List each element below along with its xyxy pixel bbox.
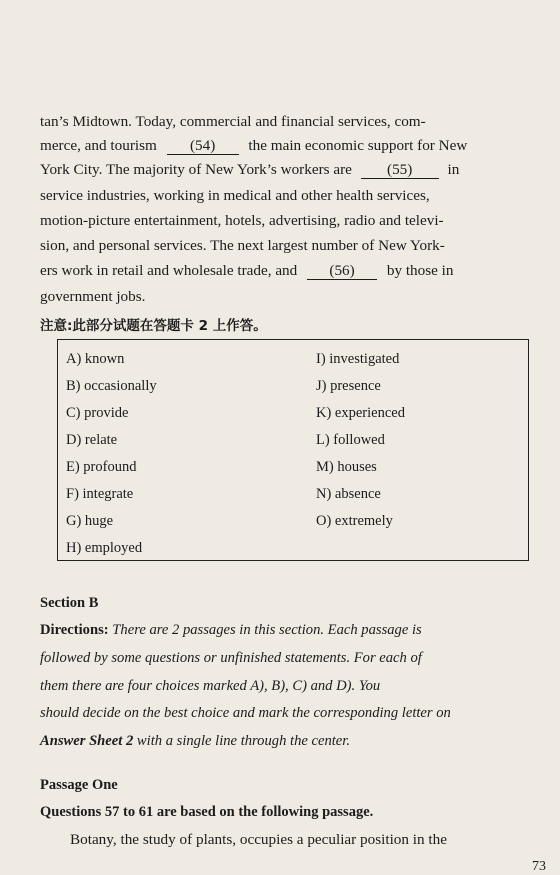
- passage-line-6: sion, and personal services. The next largest number of New York-: [40, 237, 445, 254]
- text-segment: by those in: [386, 262, 454, 279]
- directions-line-4: should decide on the best choice and mark the corresponding letter on: [40, 705, 451, 721]
- text-segment: There are 2 passages in this section. Each passage is: [112, 622, 422, 638]
- option-j: J) presence: [316, 378, 381, 394]
- passage-line-8: government jobs.: [40, 288, 146, 305]
- text-segment: York City. The majority of New York’s workers are: [40, 161, 352, 178]
- option-a: A) known: [66, 351, 125, 367]
- directions-line-2: followed by some questions or unfinished statements. For each of: [40, 650, 422, 666]
- option-h: H) employed: [66, 540, 143, 556]
- passage-line-7: [40, 261, 530, 281]
- text-segment: merce, and tourism: [40, 137, 157, 154]
- option-b: B) occasionally: [66, 378, 157, 394]
- option-n: N) absence: [316, 486, 381, 502]
- option-o: O) extremely: [316, 513, 393, 529]
- passage-one-first-line: Botany, the study of plants, occupies a peculiar position in the: [70, 831, 447, 848]
- blank-56: (56): [307, 262, 377, 280]
- passage-line-1: tan’s Midtown. Today, commercial and financial services, com-: [40, 113, 426, 130]
- section-b-title: Section B: [40, 595, 99, 611]
- passage-line-4: service industries, working in medical and other health services,: [40, 187, 430, 204]
- blank-55: (55): [361, 161, 439, 179]
- option-f: F) integrate: [66, 486, 134, 502]
- text-segment: the main economic support for New: [248, 137, 468, 154]
- option-l: L) followed: [316, 432, 385, 448]
- option-i: I) investigated: [316, 351, 400, 367]
- passage-one-questions: Questions 57 to 61 are based on the following passage.: [40, 804, 374, 820]
- directions-line-3: them there are four choices marked A), B), C) and D). You: [40, 678, 381, 694]
- option-g: G) huge: [66, 513, 114, 529]
- passage-line-3: [40, 160, 530, 180]
- directions-label: Directions:: [40, 622, 109, 638]
- page-number: 73: [532, 859, 546, 874]
- passage-line-5: motion-picture entertainment, hotels, advertising, radio and televi-: [40, 212, 444, 229]
- option-e: E) profound: [66, 459, 137, 475]
- directions-line-5: [40, 731, 534, 751]
- option-c: C) provide: [66, 405, 129, 421]
- option-k: K) experienced: [316, 405, 405, 421]
- text-segment: with a single line through the center.: [133, 733, 350, 749]
- word-bank-box: [57, 339, 529, 561]
- answer-sheet-note: 注意:此部分试题在答题卡 2 上作答。: [40, 318, 267, 334]
- option-d: D) relate: [66, 432, 118, 448]
- answer-sheet-label: Answer Sheet 2: [40, 733, 134, 749]
- blank-54: (54): [167, 137, 239, 155]
- directions-line-1: [40, 620, 534, 640]
- text-segment: in: [447, 161, 460, 178]
- passage-line-2: [40, 136, 530, 156]
- passage-one-title: Passage One: [40, 777, 118, 793]
- text-segment: ers work in retail and wholesale trade, and: [40, 262, 298, 279]
- option-m: M) houses: [316, 459, 377, 475]
